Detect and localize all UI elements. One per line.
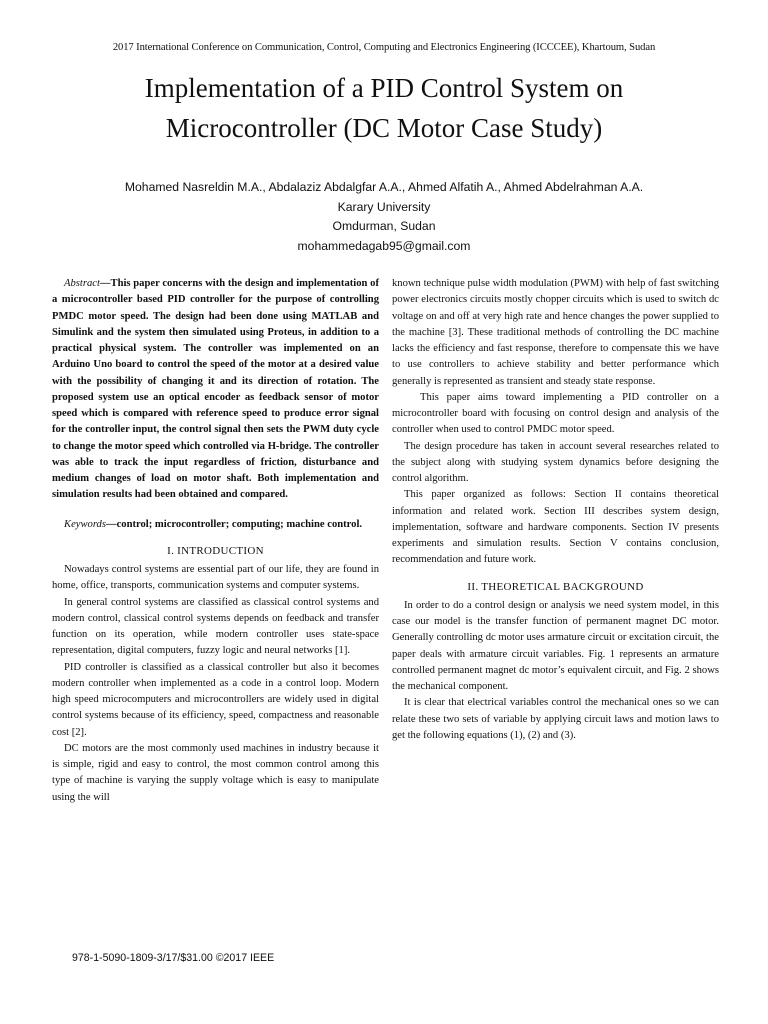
abstract bbox=[52, 276, 379, 504]
abstract-label: Abstract bbox=[64, 278, 100, 289]
paper-title: Implementation of a PID Control System on Microcontroller (DC Motor Case Study) bbox=[144, 73, 624, 143]
intro-paragraph: In general control systems are classified as classical control systems and modern control, classical control systems depends on feedback and transfer function on its operation, while modern controller uses state-space representation, digital computers, fuzzy logic and neural networks [1]. bbox=[52, 596, 379, 657]
abstract-text: This paper concerns with the design and implementation of a microcontroller based PID controller for the purpose of controlling PMDC motor speed. The design had been done using MATLAB and Simulink and the system then simulated using Proteus, in addition to a practical physical system. The controller was implemented on an Arduino Uno board to control the speed of the motor at a desired value with the possibility of changing it and its direction of rotation. The proposed system use an optical encoder as feedback sensor of motor speed which is compared with reference speed to produce error signal for the controller input, the control signal then sets the PWM duty cycle to change the motor speed which controlled via H-bridge. The controller was able to track the input regardless of friction, disturbance and medium changes of load on motor shaft. Both implementation and simulation results had been obtained and compared. bbox=[52, 278, 379, 501]
intro-paragraph: DC motors are the most commonly used machines in industry because it is simple, rigid and easy to control, the most common control among this type of machine is varying the supply voltage which is easy to manipulate using the will bbox=[52, 742, 379, 803]
author-location: Omdurman, Sudan bbox=[332, 219, 436, 233]
section-heading-theoretical-background: II. THEORETICAL BACKGROUND bbox=[467, 580, 644, 593]
abstract-dash: — bbox=[99, 278, 111, 289]
copyright-footer: 978-1-5090-1809-3/17/$31.00 ©2017 IEEE bbox=[72, 952, 275, 964]
intro-paragraph: This paper organized as follows: Section II contains theoretical information and related work. Section III describes system design, implementation, software and hardware components. Section IV presents experiments and simulation results. Section V contains conclusion, recommendation and future work. bbox=[392, 489, 719, 566]
author-affiliation: Karary University bbox=[337, 199, 431, 214]
conference-header: 2017 International Conference on Communication, Control, Computing and Electronics Engineering (ICCCEE), Khartoum, Sudan bbox=[112, 42, 656, 53]
right-column bbox=[392, 276, 719, 744]
keywords bbox=[52, 517, 379, 533]
left-column bbox=[52, 276, 379, 806]
intro-paragraph: This paper aims toward implementing a PID controller on a microcontroller board with focusing on control design and analysis of the controller when used to control PMDC motor speed. bbox=[392, 391, 719, 436]
section-heading-introduction: I. INTRODUCTION bbox=[167, 544, 264, 557]
author-block bbox=[0, 178, 768, 256]
intro-paragraph: Nowadays control systems are essential part of our life, they are found in home, office, transports, communication systems and computer systems. bbox=[52, 564, 379, 592]
background-paragraph: In order to do a control design or analysis we need system model, in this case our model is the transfer function of permanent magnet DC motor. Generally controlling dc motor uses armature circuit or excitation circuit, the paper deals with armature circuit variables. Fig. 1 represents an armature controlled permanent magnet dc motor’s equivalent circuit, and Fig. 2 shows the mechanical component. bbox=[392, 599, 719, 692]
keywords-dash: — bbox=[105, 518, 117, 530]
background-paragraph: It is clear that electrical variables control the mechanical ones so we can relate these two sets of variable by applying circuit laws and motion laws to get the following equations (1), (2) and (3). bbox=[392, 697, 719, 741]
intro-continuation: known technique pulse width modulation (PWM) with help of fast switching power electronics circuits mostly chopper circuits which is used to switch dc voltage on and off at very high rate and hence changes the power supplied to the machine [3]. These traditional methods of controlling the DC machine lacks the efficiency and fast response, therefore to compensate this we have to use controllers to achieve stability and better performance which generally is represented as transient and steady state response. bbox=[392, 278, 719, 387]
author-email: mohammedagab95@gmail.com bbox=[297, 238, 471, 253]
intro-paragraph: PID controller is classified as a classical controller but also it becomes modern controller when implemented as a code in a control loop. Modern high speed microcomputers and microcontrollers are widely used in digital control systems because of its efficiency, speed, compactness and reasonable cost [2]. bbox=[52, 661, 379, 738]
author-names: Mohamed Nasreldin M.A., Abdalaziz Abdalgfar A.A., Ahmed Alfatih A., Ahmed Abdelrahman A.A. bbox=[124, 180, 644, 194]
keywords-text: control; microcontroller; computing; machine control. bbox=[116, 518, 363, 530]
intro-paragraph: The design procedure has taken in account several researches related to the subject along with studying system dynamics before designing the control algorithm. bbox=[392, 440, 719, 484]
keywords-label: Keywords bbox=[64, 518, 106, 530]
